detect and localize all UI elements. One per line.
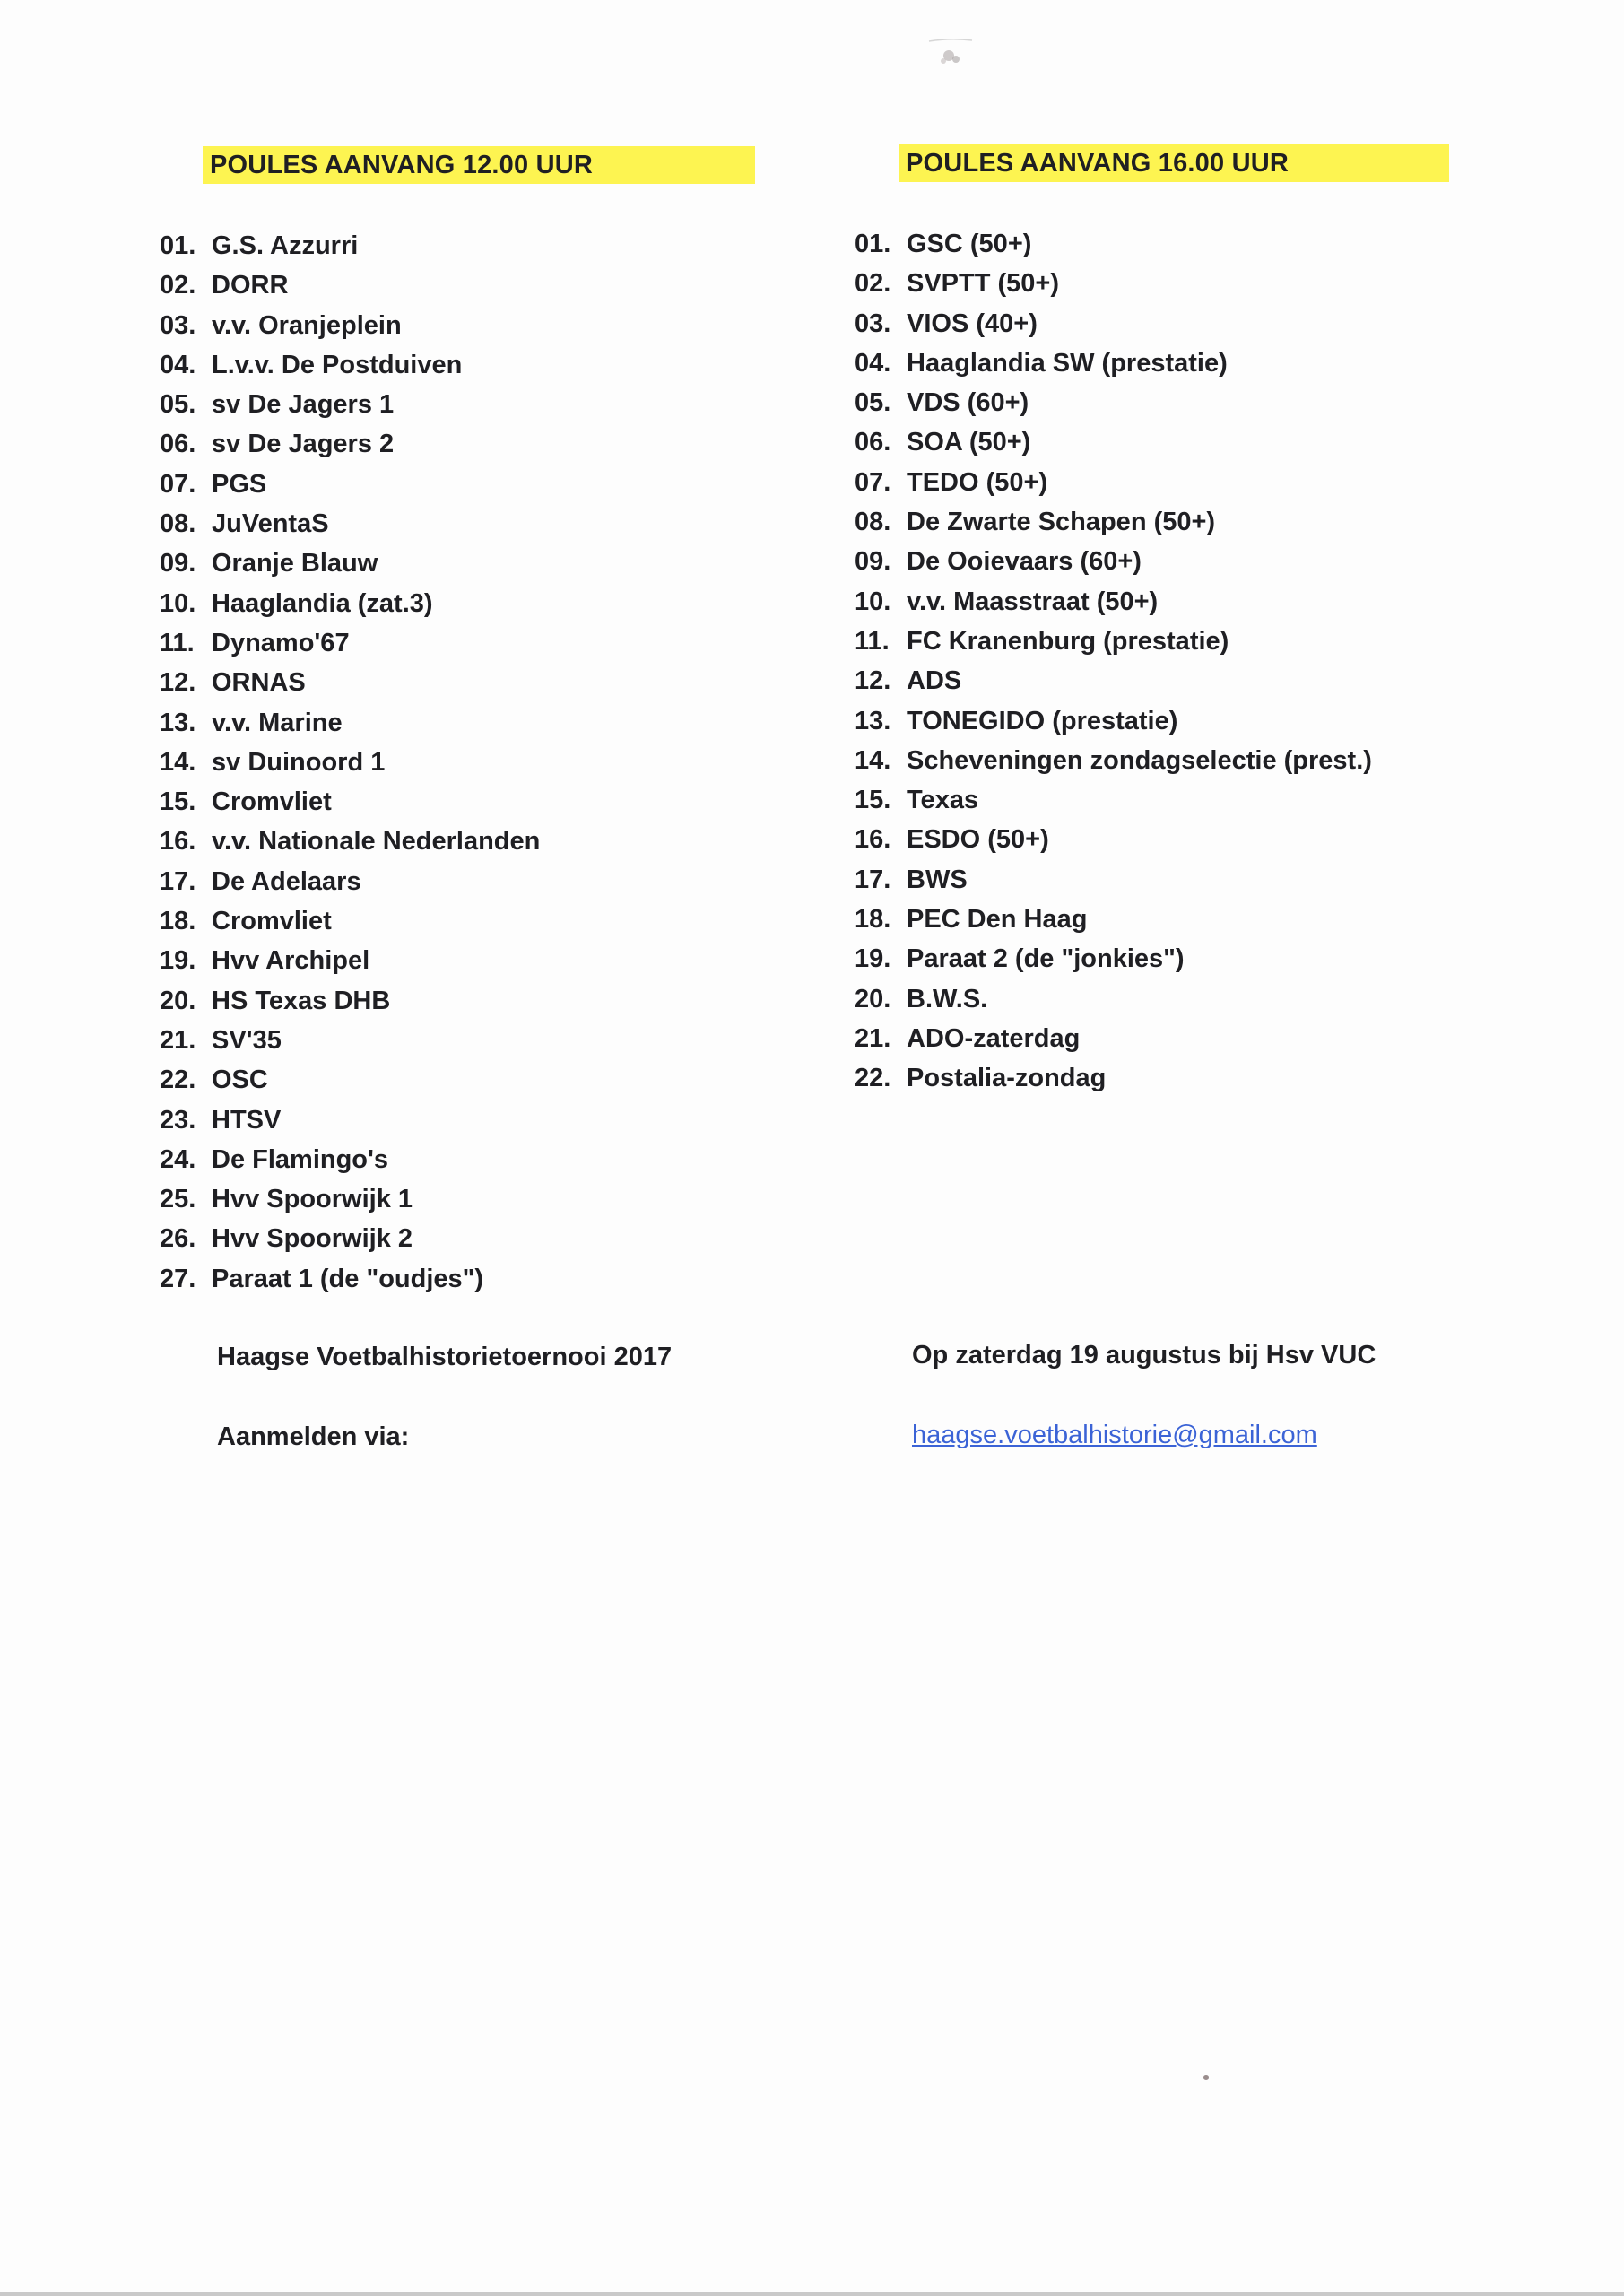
- team-name: Hvv Archipel: [212, 946, 370, 976]
- team-list-item: [855, 463, 1372, 502]
- scan-speck: [1203, 2075, 1209, 2080]
- team-name: SOA (50+): [907, 428, 1031, 457]
- team-name: Haaglandia (zat.3): [212, 588, 433, 618]
- team-name: PEC Den Haag: [907, 905, 1088, 935]
- team-name: DORR: [212, 271, 289, 300]
- team-list-item: [855, 1058, 1372, 1098]
- team-name: ADO-zaterdag: [907, 1023, 1081, 1053]
- team-list-item: [160, 265, 540, 305]
- team-number: 05.: [160, 390, 196, 420]
- team-number: 07.: [160, 469, 196, 499]
- team-name: OSC: [212, 1065, 268, 1095]
- team-list-item: [160, 345, 540, 385]
- team-list-item: [855, 542, 1372, 581]
- scan-bottom-edge: [0, 2292, 1624, 2296]
- team-name: v.v. Marine: [212, 708, 343, 737]
- team-number: 23.: [160, 1105, 196, 1135]
- tournament-title: Haagse Voetbalhistorietoernooi 2017: [217, 1343, 673, 1371]
- team-name: L.v.v. De Postduiven: [212, 350, 463, 379]
- team-list-item: [855, 820, 1372, 859]
- team-name: SVPTT (50+): [907, 269, 1060, 299]
- team-list-item: [855, 701, 1372, 741]
- left-poule-heading: POULES AANVANG 12.00 UUR: [203, 146, 755, 184]
- team-list-item: [160, 465, 540, 504]
- team-number: 06.: [855, 428, 891, 457]
- team-number: 11.: [160, 628, 195, 657]
- team-name: sv De Jagers 1: [212, 390, 395, 420]
- team-list-item: [160, 743, 540, 782]
- email-link[interactable]: haagse.voetbalhistorie@gmail.com: [912, 1421, 1317, 1449]
- team-name: De Zwarte Schapen (50+): [907, 508, 1216, 537]
- team-name: GSC (50+): [907, 230, 1032, 258]
- team-list-item: [855, 622, 1372, 661]
- team-number: 07.: [855, 467, 891, 497]
- team-number: 19.: [160, 946, 196, 976]
- team-number: 13.: [855, 706, 891, 735]
- left-team-list: [160, 226, 540, 1299]
- team-list-item: [160, 1179, 540, 1219]
- team-number: 16.: [855, 825, 891, 855]
- team-name: Paraat 1 (de "oudjes"): [212, 1264, 484, 1293]
- team-list-item: [160, 901, 540, 941]
- team-list-item: [855, 1019, 1372, 1058]
- team-list-item: [160, 822, 540, 861]
- team-number: 21.: [855, 1023, 891, 1053]
- team-number: 22.: [160, 1065, 196, 1095]
- team-list-item: [855, 860, 1372, 900]
- team-name: ADS: [907, 666, 962, 696]
- team-number: 20.: [160, 986, 196, 1015]
- team-number: 27.: [160, 1264, 196, 1293]
- team-number: 15.: [160, 787, 196, 817]
- team-name: G.S. Azzurri: [212, 231, 359, 260]
- team-name: ORNAS: [212, 668, 306, 698]
- team-number: 19.: [855, 944, 891, 974]
- team-name: B.W.S.: [907, 984, 988, 1013]
- team-name: JuVentaS: [212, 509, 329, 539]
- team-number: 17.: [160, 866, 196, 896]
- team-list-item: [855, 383, 1372, 422]
- team-list-item: [160, 584, 540, 623]
- team-name: v.v. Oranjeplein: [212, 310, 402, 340]
- team-number: 20.: [855, 984, 891, 1013]
- team-list-item: [160, 306, 540, 345]
- team-number: 04.: [855, 348, 891, 378]
- team-number: 06.: [160, 430, 196, 459]
- team-name: De Flamingo's: [212, 1144, 389, 1174]
- team-list-item: [160, 1100, 540, 1140]
- team-number: 09.: [160, 549, 196, 578]
- team-number: 01.: [160, 231, 196, 260]
- team-name: TEDO (50+): [907, 467, 1048, 497]
- team-number: 18.: [160, 907, 196, 936]
- scan-smudge: [924, 36, 977, 72]
- team-list-item: [160, 385, 540, 424]
- team-list-item: [160, 703, 540, 743]
- team-name: VDS (60+): [907, 388, 1029, 418]
- team-name: Dynamo'67: [212, 628, 350, 657]
- team-list-item: [855, 741, 1372, 780]
- team-list-item: [160, 504, 540, 544]
- team-list-item: [855, 502, 1372, 542]
- team-name: Scheveningen zondagselectie (prest.): [907, 745, 1372, 775]
- team-number: 16.: [160, 827, 196, 857]
- team-list-item: [160, 1021, 540, 1060]
- team-list-item: [855, 304, 1372, 344]
- team-list-item: [160, 1259, 540, 1299]
- team-list-item: [855, 422, 1372, 462]
- team-number: 05.: [855, 388, 891, 418]
- team-name: v.v. Maasstraat (50+): [907, 587, 1159, 616]
- team-number: 11.: [855, 626, 890, 656]
- team-number: 21.: [160, 1025, 196, 1055]
- team-number: 12.: [160, 668, 196, 698]
- team-number: 13.: [160, 708, 196, 737]
- team-list-item: [160, 1060, 540, 1100]
- team-number: 09.: [855, 547, 891, 577]
- team-name: Texas: [907, 786, 979, 815]
- team-list-item: [855, 344, 1372, 383]
- tournament-date: Op zaterdag 19 augustus bij Hsv VUC: [912, 1341, 1376, 1370]
- team-name: ESDO (50+): [907, 825, 1049, 855]
- team-number: 22.: [855, 1064, 891, 1093]
- team-list-item: [855, 780, 1372, 820]
- team-name: PGS: [212, 469, 267, 499]
- team-list-item: [855, 979, 1372, 1019]
- team-name: Haaglandia SW (prestatie): [907, 348, 1228, 378]
- team-list-item: [855, 224, 1372, 264]
- team-name: FC Kranenburg (prestatie): [907, 626, 1229, 656]
- team-list-item: [160, 941, 540, 980]
- team-number: 03.: [855, 309, 891, 338]
- team-number: 24.: [160, 1144, 196, 1174]
- team-number: 03.: [160, 310, 196, 340]
- team-list-item: [855, 582, 1372, 622]
- team-list-item: [855, 939, 1372, 978]
- team-name: TONEGIDO (prestatie): [907, 706, 1178, 735]
- team-list-item: [160, 226, 540, 265]
- team-number: 10.: [855, 587, 891, 616]
- team-number: 17.: [855, 865, 891, 894]
- team-name: SV'35: [212, 1025, 282, 1055]
- team-number: 25.: [160, 1185, 196, 1214]
- team-number: 10.: [160, 588, 196, 618]
- team-number: 12.: [855, 666, 891, 696]
- team-number: 18.: [855, 905, 891, 935]
- team-name: Postalia-zondag: [907, 1064, 1107, 1093]
- team-number: 01.: [855, 230, 891, 258]
- right-poule-heading: POULES AANVANG 16.00 UUR: [899, 144, 1449, 182]
- team-list-item: [160, 424, 540, 464]
- team-name: Cromvliet: [212, 787, 332, 817]
- team-list-item: [160, 782, 540, 822]
- team-name: Cromvliet: [212, 907, 332, 936]
- team-number: 08.: [160, 509, 196, 539]
- team-name: Oranje Blauw: [212, 549, 378, 578]
- team-name: Paraat 2 (de "jonkies"): [907, 944, 1185, 974]
- team-number: 15.: [855, 786, 891, 815]
- team-name: BWS: [907, 865, 968, 894]
- register-label: Aanmelden via:: [217, 1422, 410, 1451]
- team-list-item: [855, 900, 1372, 939]
- team-name: De Adelaars: [212, 866, 361, 896]
- team-list-item: [160, 1140, 540, 1179]
- team-list-item: [160, 981, 540, 1021]
- right-team-list: [855, 224, 1372, 1099]
- team-name: HTSV: [212, 1105, 282, 1135]
- team-list-item: [160, 862, 540, 901]
- team-name: VIOS (40+): [907, 309, 1038, 338]
- team-name: HS Texas DHB: [212, 986, 391, 1015]
- team-list-item: [855, 661, 1372, 700]
- team-number: 14.: [160, 747, 196, 777]
- team-name: De Ooievaars (60+): [907, 547, 1142, 577]
- team-number: 14.: [855, 745, 891, 775]
- team-name: Hvv Spoorwijk 1: [212, 1185, 413, 1214]
- team-name: Hvv Spoorwijk 2: [212, 1224, 413, 1254]
- team-list-item: [160, 663, 540, 702]
- team-name: v.v. Nationale Nederlanden: [212, 827, 541, 857]
- team-number: 02.: [160, 271, 196, 300]
- team-name: sv Duinoord 1: [212, 747, 386, 777]
- team-name: sv De Jagers 2: [212, 430, 395, 459]
- team-number: 26.: [160, 1224, 196, 1254]
- team-list-item: [160, 1219, 540, 1258]
- team-list-item: [855, 264, 1372, 303]
- team-number: 08.: [855, 508, 891, 537]
- team-list-item: [160, 544, 540, 583]
- team-list-item: [160, 623, 540, 663]
- team-number: 02.: [855, 269, 891, 299]
- team-number: 04.: [160, 350, 196, 379]
